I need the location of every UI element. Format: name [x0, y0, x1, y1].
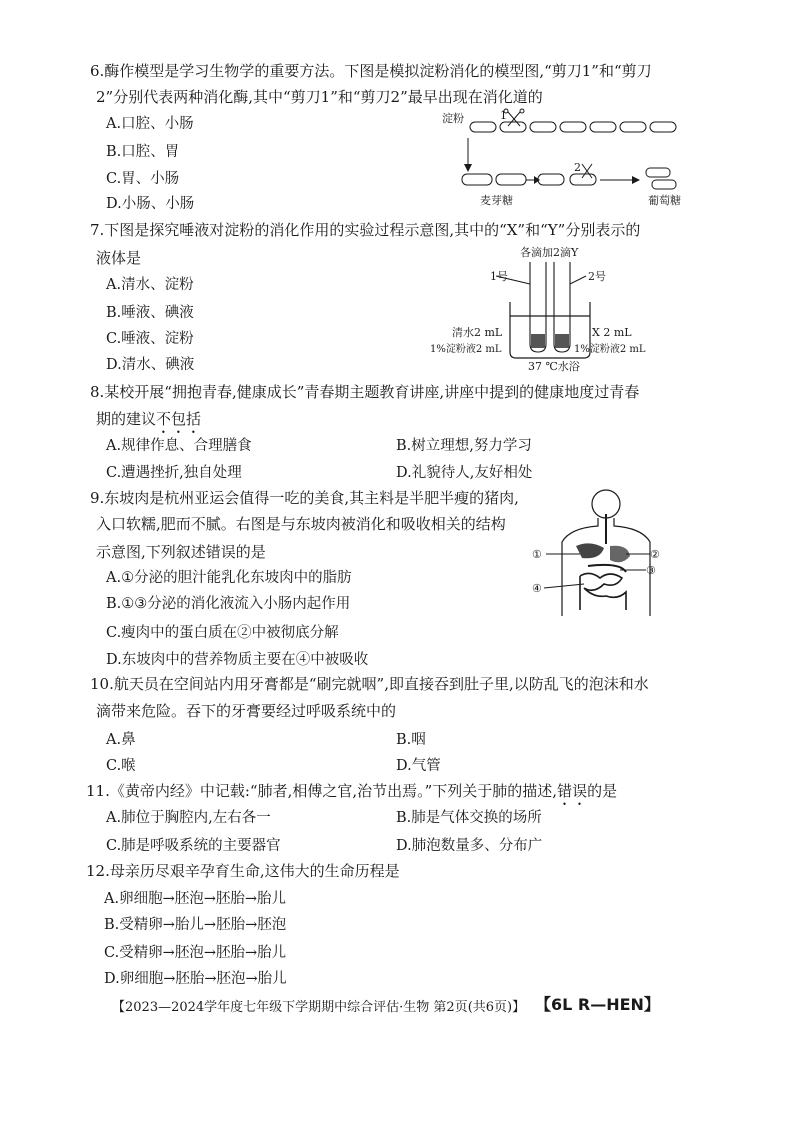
q11-option-b[interactable]: B.肺是气体交换的场所 [396, 810, 542, 826]
q7-stem-line1: 7.下图是探究唾液对淀粉的消化作用的实验过程示意图,其中的“X”和“Y”分别表示的 [90, 221, 641, 239]
q6-option-d[interactable]: D.小肠、小肠 [106, 196, 195, 212]
starch-chain [470, 122, 676, 132]
q10-option-c[interactable]: C.喉 [106, 758, 136, 774]
q7-water-label: 清水2 mL [452, 326, 503, 339]
q6-glucose-label: 葡萄糖 [648, 194, 681, 207]
q11-emphasis: 错误 [557, 782, 588, 800]
q9-stem-line2: 入口软糯,肥而不腻。右图是与东坡肉被消化和吸收相关的结构 [96, 515, 506, 533]
q12-option-a[interactable]: A.卵细胞→胚泡→胚胎→胎儿 [104, 891, 287, 907]
q8-emphasis: 不包括 [156, 410, 202, 428]
q9-digestive-diagram [530, 484, 670, 624]
intestine-shape [580, 573, 626, 610]
q7-experiment-diagram [430, 244, 670, 374]
q11-stem-line1 [86, 780, 617, 809]
q7-drop-y-label: 各滴加2滴Y [520, 246, 579, 259]
pancreas-shape [588, 565, 626, 572]
q8-stem-prefix: 期的建议 [96, 410, 157, 428]
liver-shape [576, 543, 604, 558]
q6-starch-diagram [440, 108, 700, 208]
q6-stem-line2: 2”分别代表两种消化酶,其中“剪刀1”和“剪刀2”最早出现在消化道的 [96, 88, 543, 106]
q7-tube1-label: 1号 [490, 270, 508, 283]
q6-option-a[interactable]: A.口腔、小肠 [106, 116, 194, 132]
label-1: ① [532, 548, 542, 561]
q6-stem-line1: 6.酶作模型是学习生物学的重要方法。下图是模拟淀粉消化的模型图,“剪刀1”和“剪刀 [90, 62, 652, 80]
scissor2-number: 2 [574, 161, 581, 174]
q12-stem-line1: 12.母亲历尽艰辛孕育生命,这伟大的生命历程是 [86, 862, 400, 880]
q8-option-a[interactable]: A.规律作息、合理膳食 [106, 438, 252, 454]
scissor2-icon [582, 164, 592, 178]
q9-option-d[interactable]: D.东坡肉中的营养物质主要在④中被吸收 [106, 652, 369, 668]
q9-option-c[interactable]: C.瘦肉中的蛋白质在②中被彻底分解 [106, 625, 339, 641]
q8-stem-line1: 8.某校开展“拥抱青春,健康成长”青春期主题教育讲座,讲座中提到的健康地度过青春 [90, 383, 640, 401]
q7-starch-left-label: 1%淀粉液2 mL [430, 344, 502, 355]
q9-stem-line1: 9.东坡肉是杭州亚运会值得一吃的美食,其主料是半肥半瘦的猪肉, [90, 489, 519, 507]
q9-option-a[interactable]: A.①分泌的胆汁能乳化东坡肉中的脂肪 [106, 570, 352, 586]
q10-stem-line2: 滴带来危险。吞下的牙膏要经过呼吸系统中的 [96, 702, 397, 720]
label-2: ② [650, 548, 660, 561]
q6-option-c[interactable]: C.胃、小肠 [106, 171, 180, 187]
body-outline [562, 490, 650, 616]
q11-stem-suffix: 的是 [587, 782, 618, 800]
q7-starch-right-label: 1%淀粉液2 mL [574, 344, 646, 355]
q8-option-d[interactable]: D.礼貌待人,友好相处 [396, 465, 533, 481]
q11-option-d[interactable]: D.肺泡数量多、分布广 [396, 838, 543, 854]
q7-option-a[interactable]: A.清水、淀粉 [106, 277, 194, 293]
q11-option-c[interactable]: C.肺是呼吸系统的主要器官 [106, 838, 281, 854]
q12-option-c[interactable]: C.受精卵→胚泡→胚胎→胎儿 [104, 945, 287, 961]
label-4: ④ [532, 582, 542, 595]
label-3: ③ [646, 564, 656, 577]
q12-option-d[interactable]: D.卵细胞→胚胎→胚泡→胎儿 [104, 971, 287, 987]
q11-stem-prefix: 11.《黄帝内经》中记载:“肺者,相傅之官,治节出焉。”下列关于肺的描述, [86, 782, 558, 800]
q8-stem-line2 [96, 408, 201, 437]
q7-bath-label: 37 ℃水浴 [528, 360, 580, 373]
q10-option-a[interactable]: A.鼻 [106, 732, 136, 748]
q10-option-b[interactable]: B.咽 [396, 732, 426, 748]
q8-option-b[interactable]: B.树立理想,努力学习 [396, 438, 532, 454]
q7-option-d[interactable]: D.清水、碘液 [106, 357, 195, 373]
q7-option-c[interactable]: C.唾液、淀粉 [106, 331, 194, 347]
tube2-pointer [570, 276, 586, 284]
scissor1-icon [504, 109, 524, 126]
tube2-liquid [555, 334, 569, 348]
scissor1-number: 1 [500, 109, 507, 122]
q7-stem-line2: 液体是 [96, 249, 142, 267]
q7-tube2-label: 2号 [588, 270, 606, 283]
q6-maltose-label: 麦芽糖 [480, 194, 513, 207]
q11-option-a[interactable]: A.肺位于胸腔内,左右各一 [106, 810, 271, 826]
glucose-arrowhead [632, 176, 640, 184]
glucose-pieces [646, 168, 676, 189]
q7-option-b[interactable]: B.唾液、碘液 [106, 305, 194, 321]
q6-option-b[interactable]: B.口腔、胃 [106, 144, 180, 160]
page-footer: 【2023—2024学年度七年级下学期期中综合评估·生物 第2页(共6页)】 [112, 1000, 526, 1015]
q9-option-b[interactable]: B.①③分泌的消化液流入小肠内起作用 [106, 596, 351, 612]
q10-option-d[interactable]: D.气管 [396, 758, 441, 774]
down-arrowhead [464, 164, 472, 172]
q12-option-b[interactable]: B.受精卵→胎儿→胚胎→胚泡 [104, 917, 287, 933]
exam-code: 【6L R—HEN】 [535, 995, 660, 1014]
q10-stem-line1: 10.航天员在空间站内用牙膏都是“刷完就咽”,即直接吞到肚子里,以防乱飞的泡沫和水 [90, 675, 649, 693]
q9-stem-line3: 示意图,下列叙述错误的是 [96, 543, 266, 561]
q6-starch-label: 淀粉 [442, 112, 464, 125]
q8-option-c[interactable]: C.遭遇挫折,独自处理 [106, 465, 242, 481]
tube1-liquid [531, 334, 545, 348]
pointer-4 [544, 584, 584, 588]
q7-x-label: X 2 mL [592, 326, 632, 339]
